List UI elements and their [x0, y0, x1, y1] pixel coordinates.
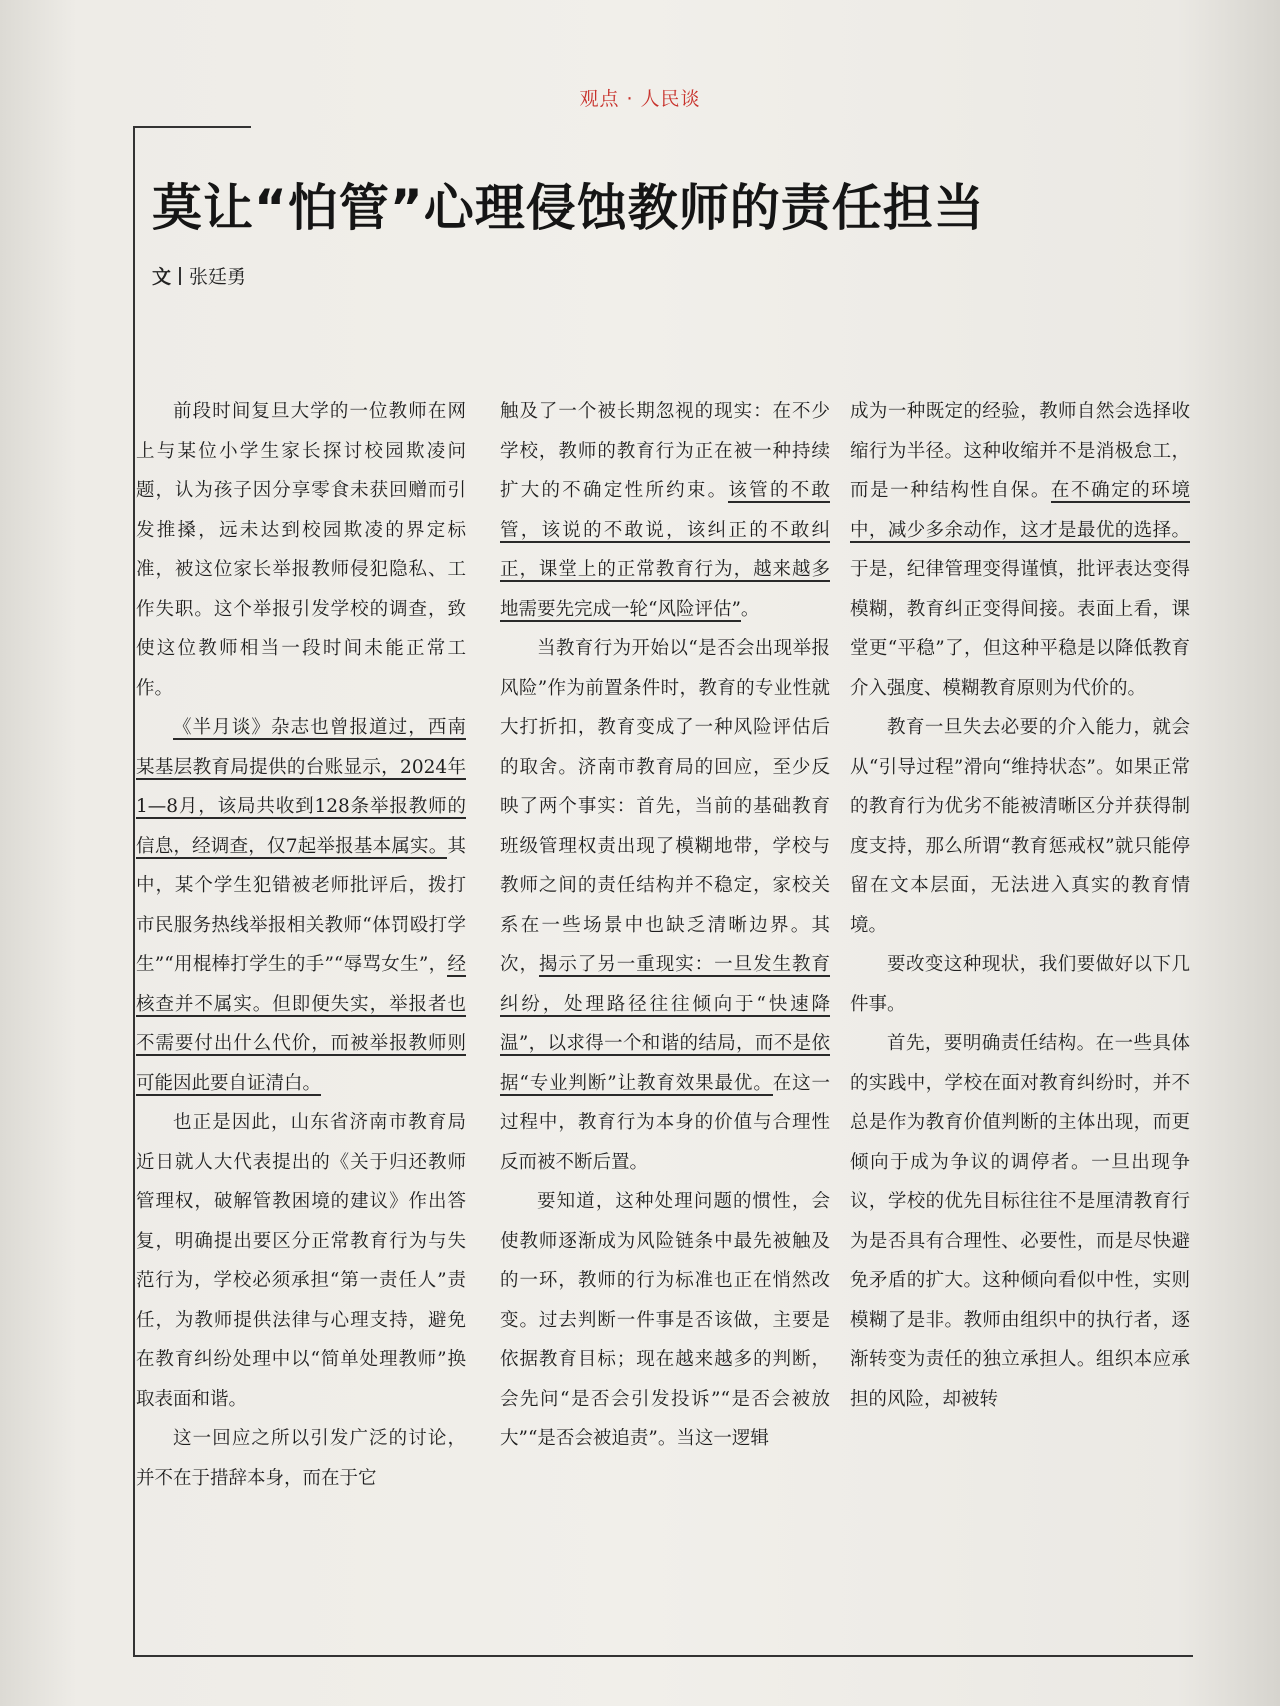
paragraph: 要改变这种现状，我们要做好以下几件事。 [850, 954, 1190, 1015]
text-span: 触及了一个被长期忽视的现实：在不少学校，教师的教育行为正在被一种持续扩大的不确定性所约束。 [500, 401, 830, 501]
byline-prefix: 文 [152, 266, 172, 288]
text-span: 当教育行为开始以“是否会出现举报风险”作为前置条件时，教育的专业性就大打折扣，教育变成了一种风险评估后的取舍。济南市教育局的回应，至少反映了两个事实：首先，当前的基础教育班级管理权责出现了模糊地带，学校与教师之间的责任结构并不稳定，家校关系在一些场景中也缺乏清晰边界。其次， [500, 638, 830, 975]
column-1 [136, 392, 466, 1498]
section-header: 观点 · 人民谈 [579, 88, 701, 110]
underlined-text: 该管的不敢管，该说的不敢说，该纠正的不敢纠正，课堂上的正常教育行为，越来越多地需要先完成一轮“风险评估” [500, 480, 830, 620]
text-span: 成为一种既定的经验，教师自然会选择收缩行为半径。这种收缩并不是消极怠工，而是一种结构性自保。 [850, 401, 1190, 501]
column-2 [500, 392, 830, 1459]
text-span: 。 [740, 598, 760, 620]
paragraph [500, 392, 830, 629]
paragraph: 前段时间复旦大学的一位教师在网上与某位小学生家长探讨校园欺凌问题，认为孩子因分享零食未获回赠而引发推搡，远未达到校园欺凌的界定标准，被这位家长举报教师侵犯隐私、工作失职。这个举报引发学校的调查，致使这位教师相当一段时间未能正常工作。 [136, 401, 466, 699]
underlined-text: 揭示了另一重现实：一旦发生教育纠纷，处理路径往往倾向于“快速降温”，以求得一个和谐的结局，而不是依据“专业判断”让教育效果最优。 [500, 954, 830, 1094]
text-span: 在这一过程中，教育行为本身的价值与合理性反而被不断后置。 [500, 1072, 830, 1173]
author-name: 张廷勇 [189, 266, 247, 288]
frame-top-line [133, 126, 251, 128]
underlined-text: 经核查并不属实。但即便失实，举报者也不需要付出什么代价，而被举报教师则可能因此要自证清白。 [136, 954, 466, 1094]
paragraph: 这一回应之所以引发广泛的讨论，并不在于措辞本身，而在于它 [136, 1428, 466, 1489]
column-3 [850, 392, 1190, 1419]
byline-separator [179, 267, 181, 285]
paragraph [136, 708, 466, 1103]
text-span: 其中，某个学生犯错被老师批评后，拨打市民服务热线举报相关教师“体罚殴打学生”“用棍棒打学生的手”“辱骂女生”， [136, 835, 466, 975]
article-title: 莫让“怕管”心理侵蚀教师的责任担当 [152, 179, 985, 237]
paragraph [850, 392, 1190, 708]
paragraph: 也正是因此，山东省济南市教育局近日就人大代表提出的《关于归还教师管理权，破解管教困境的建议》作出答复，明确提出要区分正常教育行为与失范行为，学校必须承担“第一责任人”责任，为教师提供法律与心理支持，避免在教育纠纷处理中以“简单处理教师”换取表面和谐。 [136, 1112, 466, 1410]
underlined-text: 《半月谈》杂志也曾报道过，西南某基层教育局提供的台账显示，2024年1—8月，该局共收到128条举报教师的信息，经调查，仅7起举报基本属实。 [136, 717, 466, 857]
frame-bottom-line [133, 1655, 1193, 1657]
underlined-text: 在不确定的环境中，减少多余动作，这才是最优的选择。 [850, 480, 1190, 541]
paragraph: 要知道，这种处理问题的惯性，会使教师逐渐成为风险链条中最先被触及的一环，教师的行为标准也正在悄然改变。过去判断一件事是否该做，主要是依据教育目标；现在越来越多的判断，会先问“是否会引发投诉”“是否会被放大”“是否会被追责”。当这一逻辑 [500, 1191, 830, 1449]
paragraph [500, 629, 830, 1182]
paragraph: 教育一旦失去必要的介入能力，就会从“引导过程”滑向“维持状态”。如果正常的教育行为优劣不能被清晰区分并获得制度支持，那么所谓“教育惩戒权”就只能停留在文本层面，无法进入真实的教育情境。 [850, 717, 1190, 936]
byline [152, 262, 246, 289]
paragraph: 首先，要明确责任结构。在一些具体的实践中，学校在面对教育纠纷时，并不总是作为教育价值判断的主体出现，而更倾向于成为争议的调停者。一旦出现争议，学校的优先目标往往不是厘清教育行为是否具有合理性、必要性，而是尽快避免矛盾的扩大。这种倾向看似中性，实则模糊了是非。教师由组织中的执行者，逐渐转变为责任的独立承担人。组织本应承担的风险，却被转 [850, 1033, 1190, 1410]
frame-left-line [133, 126, 135, 1656]
text-span: 于是，纪律管理变得谨慎，批评表达变得模糊，教育纠正变得间接。表面上看，课堂更“平稳”了，但这种平稳是以降低教育介入强度、模糊教育原则为代价的。 [850, 559, 1190, 699]
